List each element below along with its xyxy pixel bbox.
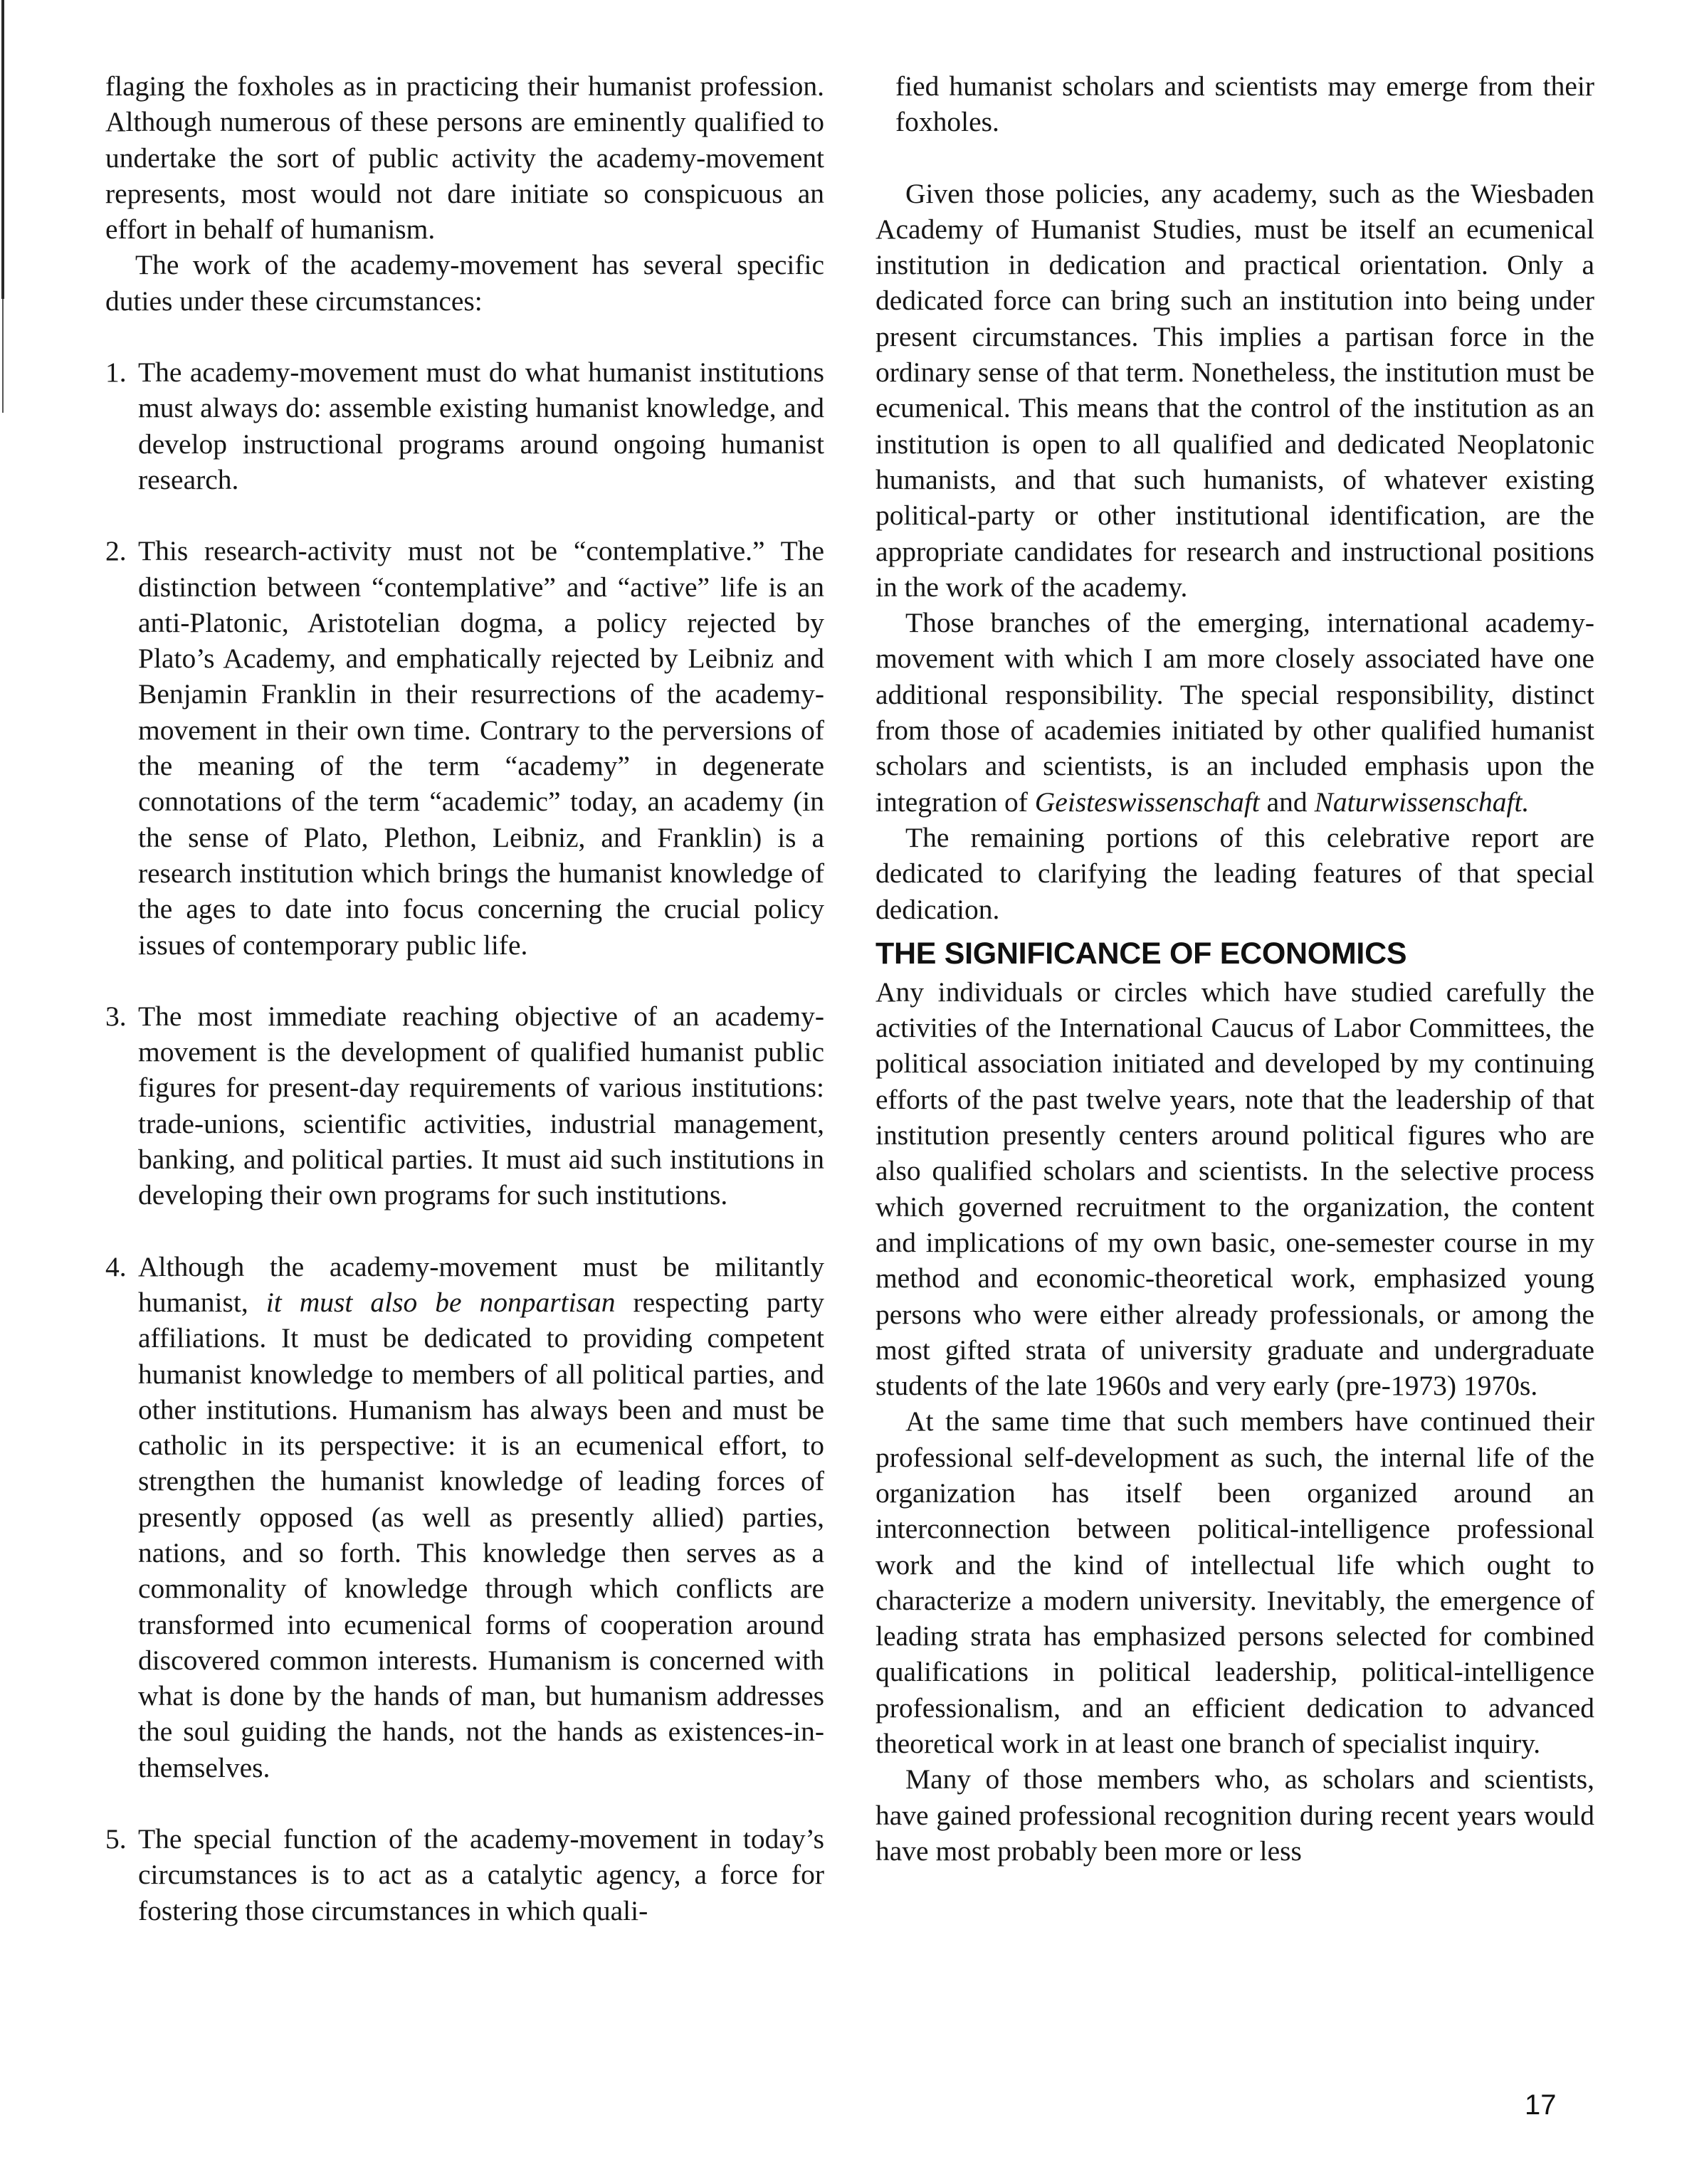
list-number: 2. <box>105 535 127 567</box>
list-number: 3. <box>105 1000 127 1032</box>
emphasis-geisteswissenschaft: Geisteswissenschaft <box>1034 786 1260 818</box>
emphasis-naturwissenschaft: Naturwissenschaft. <box>1314 786 1530 818</box>
list-item-1 <box>105 354 824 497</box>
paragraph-branches <box>875 605 1594 820</box>
paragraph-many-members: Many of those members who, as scholars and scientists, have gained professional recognition during recent years would have most probably been more or less <box>875 1763 1594 1867</box>
paragraph-opening: flaging the foxholes as in practicing their humanist profession. Although numerous of these persons are eminently qualified to undertake the sort of public activity the academy-movement represents, most would not dare initiate so conspicuous an effort in behalf of humanism. <box>105 70 824 246</box>
list-number: 4. <box>105 1250 127 1282</box>
section-heading: THE SIGNIFICANCE OF ECONOMICS <box>875 936 1407 971</box>
paragraph-given-policies: Given those policies, any academy, such as the Wiesbaden Academy of Humanist Studies, must be itself an ecumenical institution in dedication and practical orientation. Only a dedicated force can bring such an institution into being under present circumstances. This implies a partisan force in the ordinary sense of that term. Nonetheless, the institution must be ecumenical. This means that the control of the institution as an institution is open to all qualified and dedicated Neoplatonic humanists, and that such humanists, of whatever existing political-party or other institutional identification, are the appropriate candidates for research and instructional positions in the work of the academy. <box>875 177 1594 603</box>
list-item-text: The most immediate reaching objective of an academy-movement is the development of qualified humanist public figures for present-day requirements of various institutions: trade-unions, scientific activities, industrial management, banking, and political parties. It must aid such institutions in developing their own programs for such institutions. <box>138 1000 824 1211</box>
page-edge-line <box>1 0 4 299</box>
emphasis-nonpartisan: it must also be nonpartisan <box>265 1286 616 1318</box>
list-item-text <box>138 1249 824 1785</box>
paragraph-same-time: At the same time that such members have continued their professional self-development as such, the internal life of the organization has itself been organized around an interconnection between political-intelligence professional work and the kind of intellectual life which ought to characterize a modern university. Inevitably, the emergence of leading strata has emphasized persons selected for combined qualifications in political leadership, political-intelligence professionalism, and an efficient dedication to advanced theoretical work in at least one branch of specialist inquiry. <box>875 1405 1594 1760</box>
paragraph-remaining: The remaining portions of this celebrative report are dedicated to clarifying the leading features of that special dedication. <box>875 821 1594 925</box>
list-item-text: This research-activity must not be “contemplative.” The distinction between “contemplative” and “active” life is an anti-Platonic, Aristotelian dogma, a policy rejected by Plato’s Academy, and emphatically rejected by Leibniz and Benjamin Franklin in their resurrections of the academy-movement in their own time. Contrary to the perversions of the meaning of the term “academy” in degenerate connotations of the term “academic” today, an academy (in the sense of Plato, Plethon, Leibniz, and Franklin) is a research institution which brings the humanist knowledge of the ages to date into focus concerning the crucial policy issues of contemporary public life. <box>138 535 824 961</box>
list-item-5 <box>105 1821 824 1929</box>
list-item-text-part: Although the academy-movement must be militantly humanist, <box>138 1250 824 1318</box>
paragraph-duties-intro: The work of the academy-movement has several specific duties under these circumstances: <box>105 249 824 317</box>
page-edge-line-lower <box>2 299 4 413</box>
list-item-text-part: respecting party affiliations. It must be dedicated to providing competent humanist knowledge to members of all political parties, and other institutions. Humanism has always been and must be catholic in its perspective: it is an ecumenical effort, to strengthen the humanist knowledge of leading forces of presently opposed (as well as presently allied) parties, nations, and so forth. This knowledge then serves as a commonality of knowledge through which conflicts are transformed into ecumenical forms of cooperation around discovered common interests. Humanism is concerned with what is done by the hands of man, but humanism addresses the soul guiding the hands, not the hands as existences-in-themselves. <box>138 1286 825 1783</box>
list-item-2 <box>105 533 824 963</box>
list-number: 1. <box>105 357 127 389</box>
list-item-4 <box>105 1249 824 1785</box>
left-column <box>105 68 824 1929</box>
paragraph-text: Those branches of the emerging, international academy-movement with which I am more closely associated have one additional responsibility. The special responsibility, distinct from those of academies initiated by other qualified humanist scholars and scientists, is an included emphasis upon the integration of <box>875 607 1594 818</box>
paragraph-economics: Any individuals or circles which have studied carefully the activities of the International Caucus of Labor Committees, the political association initiated and developed by my continuing efforts of the past twelve years, note that the leadership of that institution presently centers around political figures who are also qualified scholars and scientists. In the selective process which governed recruitment to the organization, the content and implications of my own basic, one-semester course in my method and economic-theoretical work, emphasized young persons who were either already professionals, or among the most gifted strata of university graduate and undergraduate students of the late 1960s and very early (pre-1973) 1970s. <box>875 976 1594 1402</box>
paragraph-continued: fied humanist scholars and scientists may emerge from their foxholes. <box>895 70 1594 138</box>
page-number: 17 <box>1525 2089 1557 2121</box>
list-item-text: The academy-movement must do what humanist institutions must always do: assemble existing humanist knowledge, and develop instructional programs around ongoing humanist research. <box>138 357 824 495</box>
right-column <box>875 68 1594 1869</box>
list-number: 5. <box>105 1823 127 1855</box>
list-item-3 <box>105 998 824 1213</box>
paragraph-text: and <box>1266 786 1308 818</box>
list-item-text: The special function of the academy-movement in today’s circumstances is to act as a catalytic agency, a force for fostering those circumstances in which quali- <box>138 1823 824 1926</box>
